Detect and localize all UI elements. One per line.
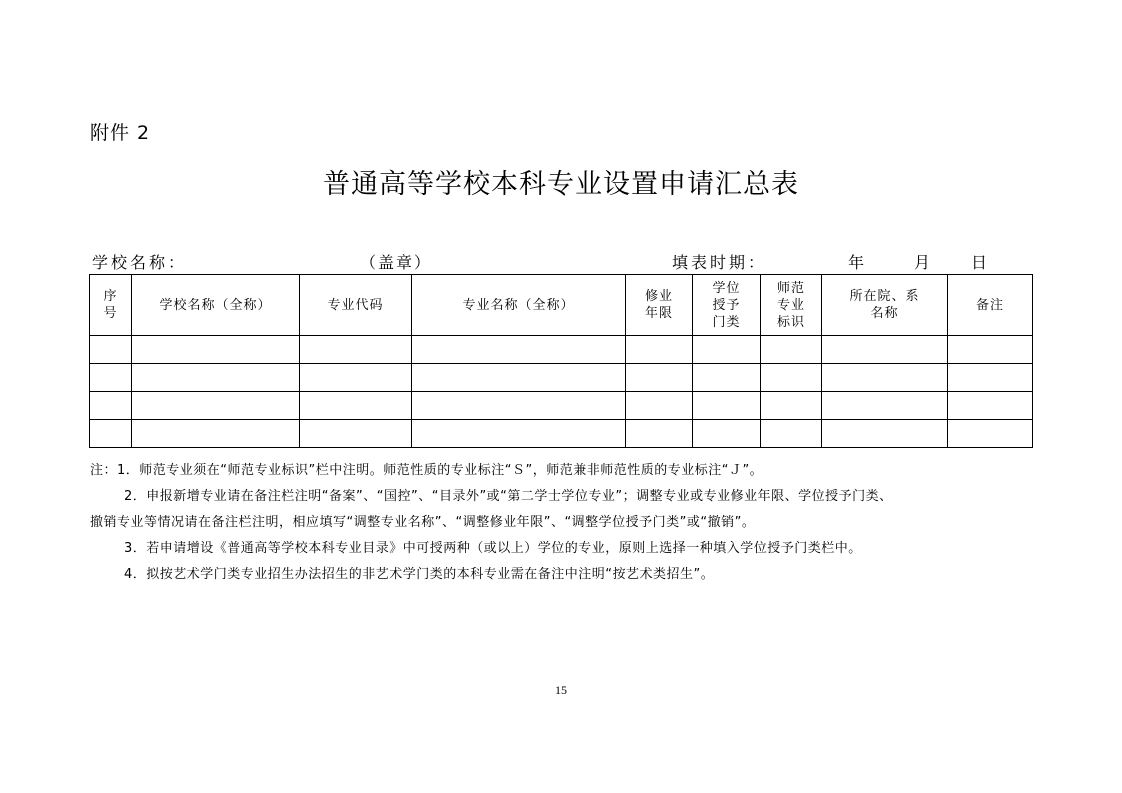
note-2: 2．申报新增专业请在备注栏注明“备案”、“国控”、“目录外”或“第二学士学位专业”；调整专业或专业修业年限、学位授予门类、 bbox=[124, 489, 893, 504]
table-cell[interactable] bbox=[761, 364, 822, 392]
table-cell[interactable] bbox=[693, 392, 761, 420]
school-name-label: 学校名称： bbox=[92, 253, 188, 272]
table-cell[interactable] bbox=[412, 364, 626, 392]
header-department-line: 所在院、系 bbox=[849, 289, 920, 304]
table-cell[interactable] bbox=[90, 336, 132, 364]
table-row bbox=[90, 336, 1033, 364]
table-cell[interactable] bbox=[948, 364, 1033, 392]
note-2-continued: 撤销专业等情况请在备注栏注明，相应填写“调整专业名称”、“调整修业年限”、“调整学位授予门类”或“撤销”。 bbox=[90, 515, 756, 530]
table-cell[interactable] bbox=[948, 336, 1033, 364]
header-normal-mark-line: 专业 bbox=[776, 297, 805, 313]
table-cell[interactable] bbox=[412, 420, 626, 448]
header-major-code-line: 专业代码 bbox=[327, 297, 384, 313]
header-major-code bbox=[300, 275, 412, 336]
header-study-years bbox=[626, 275, 693, 336]
table-cell[interactable] bbox=[412, 336, 626, 364]
month-label: 月 bbox=[914, 253, 934, 272]
table-cell[interactable] bbox=[948, 392, 1033, 420]
header-degree-category-line: 学位 bbox=[712, 280, 741, 296]
table-cell[interactable] bbox=[132, 364, 300, 392]
note-4: 4．拟按艺术学门类专业招生办法招生的非艺术学门类的本科专业需在备注中注明“按艺术类招生”。 bbox=[124, 567, 715, 582]
table-cell[interactable] bbox=[948, 420, 1033, 448]
table-row bbox=[90, 392, 1033, 420]
header-degree-category-line: 门类 bbox=[712, 314, 741, 330]
table-cell[interactable] bbox=[626, 336, 693, 364]
header-remarks bbox=[948, 275, 1033, 336]
header-normal-mark-line: 标识 bbox=[776, 314, 805, 330]
table-cell[interactable] bbox=[300, 336, 412, 364]
note-3: 3．若申请增设《普通高等学校本科专业目录》中可授两种（或以上）学位的专业，原则上选择一种填入学位授予门类栏中。 bbox=[124, 541, 862, 556]
table-cell[interactable] bbox=[90, 364, 132, 392]
table-cell[interactable] bbox=[626, 392, 693, 420]
page-number: 15 bbox=[555, 683, 567, 697]
attachment-label: 附件 2 bbox=[90, 122, 151, 144]
table-cell[interactable] bbox=[300, 364, 412, 392]
header-school-name-line: 学校名称（全称） bbox=[159, 297, 272, 313]
header-department-line: 名称 bbox=[870, 306, 899, 321]
notes-section bbox=[90, 458, 1050, 588]
header-department bbox=[822, 275, 948, 336]
header-study-years-line: 年限 bbox=[644, 306, 673, 321]
header-degree-category bbox=[693, 275, 761, 336]
table-cell[interactable] bbox=[693, 420, 761, 448]
header-seq bbox=[90, 275, 132, 336]
table-cell[interactable] bbox=[300, 420, 412, 448]
header-seq-line: 号 bbox=[103, 306, 118, 321]
page-title: 普通高等学校本科专业设置申请汇总表 bbox=[323, 169, 799, 200]
table-cell[interactable] bbox=[693, 336, 761, 364]
header-major-name-line: 专业名称（全称） bbox=[462, 297, 575, 313]
header-remarks-line: 备注 bbox=[975, 297, 1004, 313]
table-cell[interactable] bbox=[300, 392, 412, 420]
table-cell[interactable] bbox=[761, 392, 822, 420]
year-label: 年 bbox=[848, 253, 868, 272]
table-cell[interactable] bbox=[132, 420, 300, 448]
table-cell[interactable] bbox=[132, 336, 300, 364]
header-degree-category-line: 授予 bbox=[712, 297, 741, 313]
day-label: 日 bbox=[971, 253, 991, 272]
table-cell[interactable] bbox=[412, 392, 626, 420]
table-header-row bbox=[90, 275, 1033, 336]
table-cell[interactable] bbox=[626, 420, 693, 448]
seal-label: （盖章） bbox=[360, 253, 433, 272]
table-cell[interactable] bbox=[761, 336, 822, 364]
table-cell[interactable] bbox=[822, 420, 948, 448]
header-normal-mark-line: 师范 bbox=[776, 280, 805, 296]
table-row bbox=[90, 364, 1033, 392]
application-summary-table bbox=[89, 274, 1033, 448]
table-cell[interactable] bbox=[132, 392, 300, 420]
header-study-years-line: 修业 bbox=[644, 289, 673, 304]
table-cell[interactable] bbox=[822, 364, 948, 392]
header-school-name bbox=[132, 275, 300, 336]
table-cell[interactable] bbox=[693, 364, 761, 392]
table-cell[interactable] bbox=[626, 364, 693, 392]
table-cell[interactable] bbox=[822, 392, 948, 420]
table-cell[interactable] bbox=[90, 420, 132, 448]
header-seq-line: 序 bbox=[103, 289, 118, 304]
note-1: 注：1．师范专业须在“师范专业标识”栏中注明。师范性质的专业标注“Ｓ”，师范兼非师范性质的专业标注“Ｊ”。 bbox=[90, 463, 764, 478]
fill-date-label: 填表时期： bbox=[672, 253, 768, 272]
header-normal-mark bbox=[761, 275, 822, 336]
table-row bbox=[90, 420, 1033, 448]
table-cell[interactable] bbox=[90, 392, 132, 420]
header-major-name bbox=[412, 275, 626, 336]
table-cell[interactable] bbox=[822, 336, 948, 364]
table-cell[interactable] bbox=[761, 420, 822, 448]
